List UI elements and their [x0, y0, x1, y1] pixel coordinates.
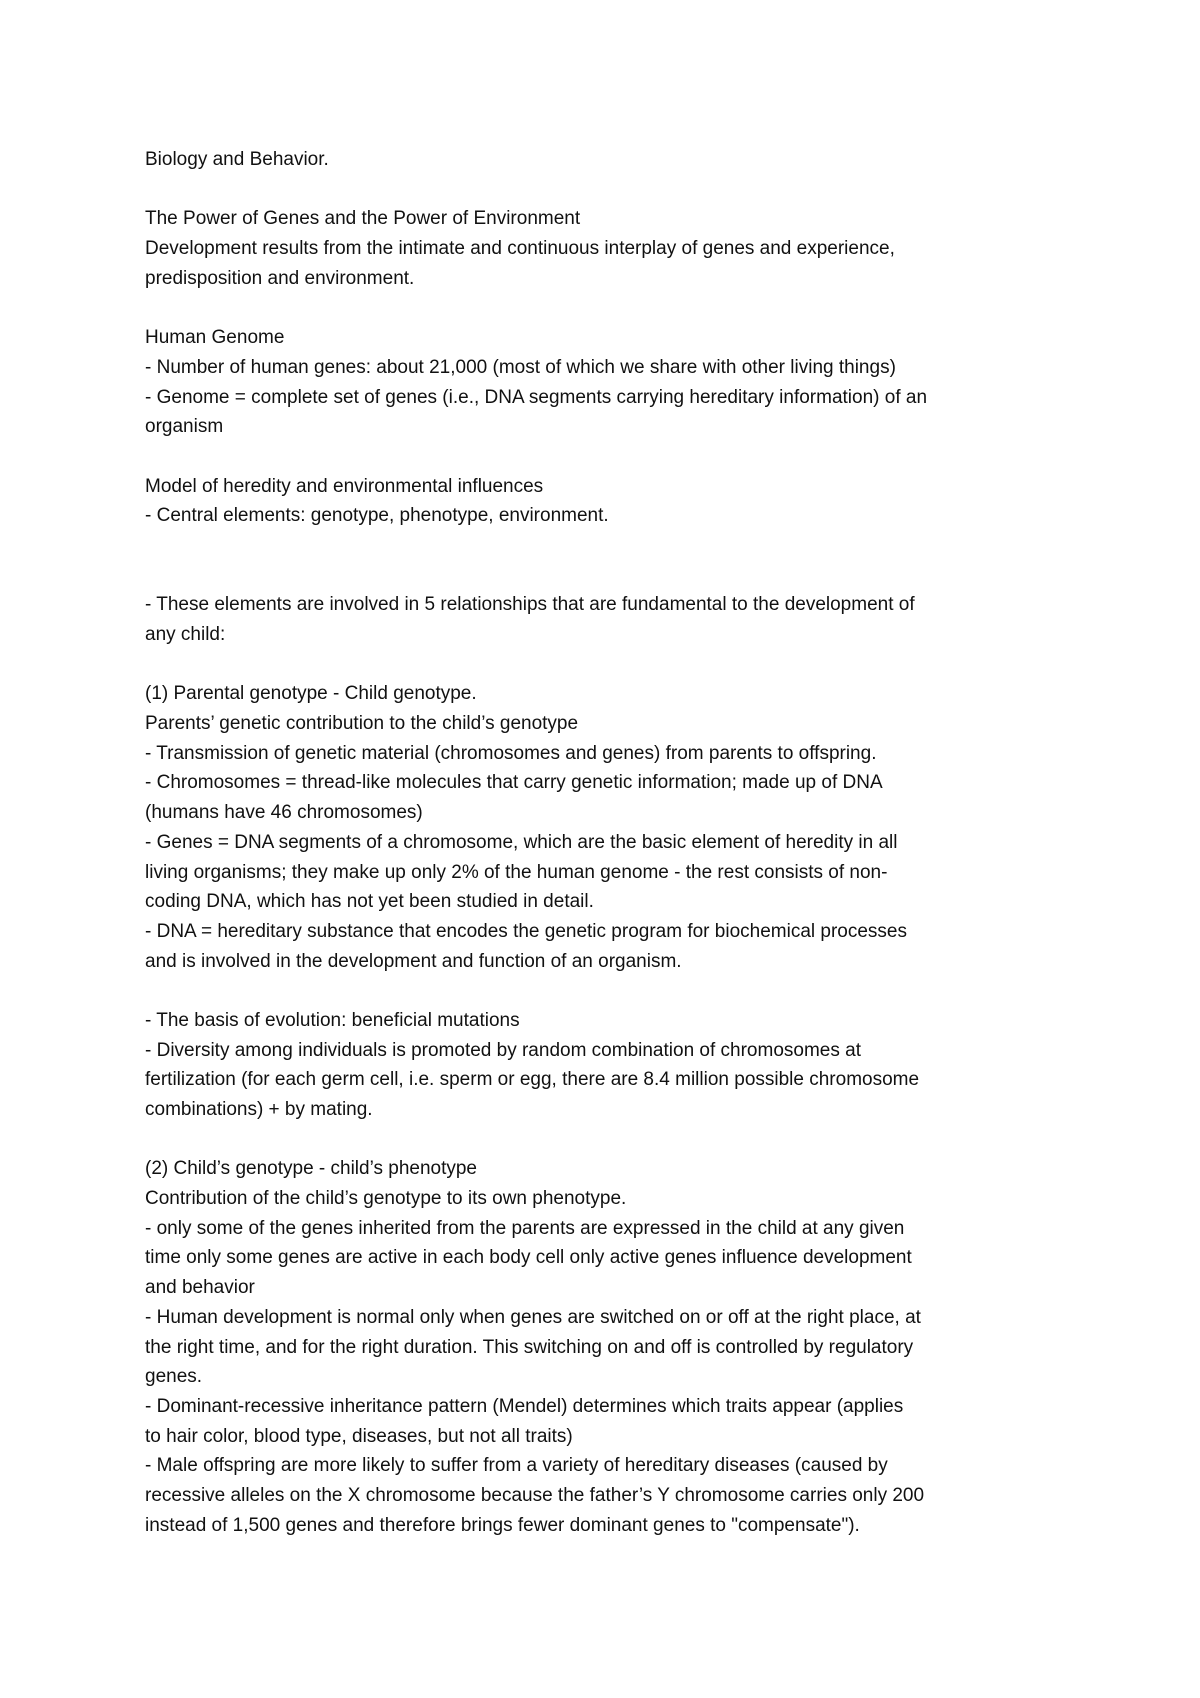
text-line: - Dominant-recessive inheritance pattern (Mendel) determines which traits appear (applies	[145, 1395, 904, 1417]
blank-line	[145, 561, 1095, 591]
text-line: time only some genes are active in each body cell only active genes influence development	[145, 1247, 912, 1269]
text-line: (humans have 46 chromosomes)	[145, 802, 423, 824]
text-line: Parents’ genetic contribution to the child’s genotype	[145, 713, 579, 735]
document-body	[145, 145, 1095, 1540]
text-line: - Diversity among individuals is promoted by random combination of chromosomes at	[145, 1039, 861, 1061]
blank-line	[145, 293, 1095, 323]
text-line: (1) Parental genotype - Child genotype.	[145, 683, 477, 705]
text-line: - DNA = hereditary substance that encodes the genetic program for biochemical processes	[145, 920, 907, 942]
text-line: - Genes = DNA segments of a chromosome, which are the basic element of heredity in all	[145, 831, 898, 853]
blank-line	[145, 1125, 1095, 1155]
text-line: coding DNA, which has not yet been studied in detail.	[145, 891, 594, 913]
text-line: instead of 1,500 genes and therefore brings fewer dominant genes to "compensate").	[145, 1514, 860, 1536]
blank-line	[145, 531, 1095, 561]
text-line: - The basis of evolution: beneficial mutations	[145, 1009, 520, 1031]
text-line: - Central elements: genotype, phenotype, environment.	[145, 505, 609, 527]
text-line: recessive alleles on the X chromosome because the father’s Y chromosome carries only 200	[145, 1484, 925, 1506]
blank-line	[145, 442, 1095, 472]
text-line: to hair color, blood type, diseases, but not all traits)	[145, 1425, 573, 1447]
text-line: organism	[145, 416, 224, 438]
text-line: predisposition and environment.	[145, 267, 415, 289]
text-line: - Genome = complete set of genes (i.e., DNA segments carrying hereditary information) of an	[145, 386, 928, 408]
text-line: Development results from the intimate and continuous interplay of genes and experience,	[145, 238, 895, 260]
text-line: - Transmission of genetic material (chromosomes and genes) from parents to offspring.	[145, 742, 877, 764]
blank-line	[145, 650, 1095, 680]
blank-line	[145, 175, 1095, 205]
text-line: - Number of human genes: about 21,000 (most of which we share with other living things)	[145, 356, 896, 378]
text-line: Model of heredity and environmental influences	[145, 475, 544, 497]
blank-line	[145, 976, 1095, 1006]
text-line: Contribution of the child’s genotype to its own phenotype.	[145, 1188, 627, 1210]
text-line: The Power of Genes and the Power of Environment	[145, 208, 581, 230]
text-line: and behavior	[145, 1277, 255, 1299]
text-line: any child:	[145, 624, 226, 645]
text-line: - Human development is normal only when genes are switched on or off at the right place, at	[145, 1306, 921, 1328]
text-line: the right time, and for the right duration. This switching on and off is controlled by regulatory	[145, 1336, 914, 1358]
text-line: combinations) + by mating.	[145, 1099, 373, 1120]
text-line: Human Genome	[145, 327, 285, 349]
text-line: - Male offspring are more likely to suffer from a variety of hereditary diseases (caused by	[145, 1455, 888, 1477]
text-line: fertilization (for each germ cell, i.e. sperm or egg, there are 8.4 million possible chromosome	[145, 1069, 920, 1091]
text-line: genes.	[145, 1366, 203, 1388]
text-line: - only some of the genes inherited from the parents are expressed in the child at any given	[145, 1217, 905, 1239]
text-line: (2) Child’s genotype - child’s phenotype	[145, 1158, 477, 1180]
text-line: living organisms; they make up only 2% of the human genome - the rest consists of non-	[145, 861, 888, 883]
text-line: and is involved in the development and function of an organism.	[145, 950, 682, 972]
text-line: Biology and Behavior.	[145, 149, 329, 170]
text-line: - These elements are involved in 5 relationships that are fundamental to the development of	[145, 594, 915, 616]
text-line: - Chromosomes = thread-like molecules that carry genetic information; made up of DNA	[145, 772, 883, 794]
